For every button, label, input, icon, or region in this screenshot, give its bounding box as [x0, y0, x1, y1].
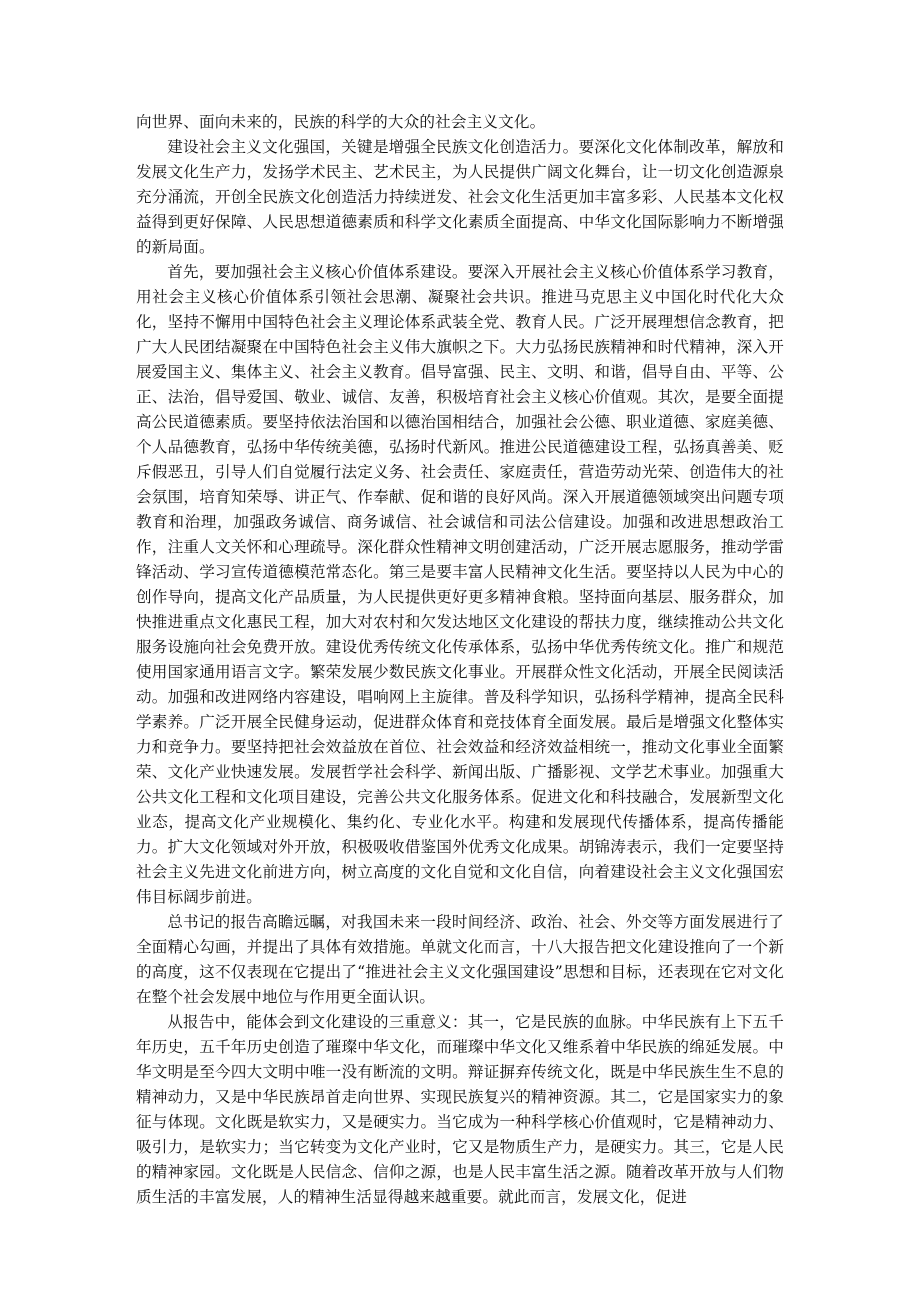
paragraph-3: 首先，要加强社会主义核心价值体系建设。要深入开展社会主义核心价值体系学习教育，用社会主义核心价值体系引领社会思潮、凝聚社会共识。推进马克思主义中国化时代化大众化，坚持不懈用中国特色社会主义理论体系武装全党、教育人民。广泛开展理想信念教育，把广大人民团结凝聚在中国特色社会主义伟大旗帜之下。大力弘扬民族精神和时代精神，深入开展爱国主义、集体主义、社会主义教育。倡导富强、民主、文明、和谐，倡导自由、平等、公正、法治，倡导爱国、敬业、诚信、友善，积极培育社会主义核心价值观。其次，是要全面提高公民道德素质。要坚持依法治国和以德治国相结合，加强社会公德、职业道德、家庭美德、个人品德教育，弘扬中华传统美德，弘扬时代新风。推进公民道德建设工程，弘扬真善美、贬斥假恶丑，引导人们自觉履行法定义务、社会责任、家庭责任，营造劳动光荣、创造伟大的社会氛围，培育知荣辱、讲正气、作奉献、促和谐的良好风尚。深入开展道德领域突出问题专项教育和治理，加强政务诚信、商务诚信、社会诚信和司法公信建设。加强和改进思想政治工作，注重人文关怀和心理疏导。深化群众性精神文明创建活动，广泛开展志愿服务，推动学雷锋活动、学习宣传道德模范常态化。第三是要丰富人民精神文化生活。要坚持以人民为中心的创作导向，提高文化产品质量，为人民提供更好更多精神食粮。坚持面向基层、服务群众，加快推进重点文化惠民工程，加大对农村和欠发达地区文化建设的帮扶力度，继续推动公共文化服务设施向社会免费开放。建设优秀传统文化传承体系，弘扬中华优秀传统文化。推广和规范使用国家通用语言文字。繁荣发展少数民族文化事业。开展群众性文化活动，开展全民阅读活动。加强和改进网络内容建设，唱响网上主旋律。普及科学知识，弘扬科学精神，提高全民科学素养。广泛开展全民健身运动，促进群众体育和竞技体育全面发展。最后是增强文化整体实力和竞争力。要坚持把社会效益放在首位、社会效益和经济效益相统一，推动文化事业全面繁荣、文化产业快速发展。发展哲学社会科学、新闻出版、广播影视、文学艺术事业。加强重大公共文化工程和文化项目建设，完善公共文化服务体系。促进文化和科技融合，发展新型文化业态，提高文化产业规模化、集约化、专业化水平。构建和发展现代传播体系，提高传播能力。扩大文化领域对外开放，积极吸收借鉴国外优秀文化成果。胡锦涛表示，我们一定要坚持社会主义先进文化前进方向，树立高度的文化自觉和文化自信，向着建设社会主义文化强国宏伟目标阔步前进。: [136, 263, 784, 906]
paragraph-1: 向世界、面向未来的，民族的科学的大众的社会主义文化。: [136, 113, 546, 131]
document-body: [136, 110, 784, 1210]
paragraph-4: 总书记的报告高瞻远瞩，对我国未来一段时间经济、政治、社会、外交等方面发展进行了全面精心勾画，并提出了具体有效措施。单就文化而言，十八大报告把文化建设推向了一个新的高度，这不仅表现在它提出了“推进社会主义文化强国建设”思想和目标，还表现在它对文化在整个社会发展中地位与作用更全面认识。: [136, 913, 784, 1006]
paragraph-2: 建设社会主义文化强国，关键是增强全民族文化创造活力。要深化文化体制改革，解放和发展文化生产力，发扬学术民主、艺术民主，为人民提供广阔文化舞台，让一切文化创造源泉充分涌流，开创全民族文化创造活力持续迸发、社会文化生活更加丰富多彩、人民基本文化权益得到更好保障、人民思想道德素质和科学文化素质全面提高、中华文化国际影响力不断增强的新局面。: [136, 138, 784, 256]
paragraph-5: 从报告中，能体会到文化建设的三重意义：其一，它是民族的血脉。中华民族有上下五千年历史，五千年历史创造了璀璨中华文化，而璀璨中华文化又维系着中华民族的绵延发展。中华文明是至今四大文明中唯一没有断流的文明。辩证摒弃传统文化，既是中华民族生生不息的精神动力，又是中华民族昂首走向世界、实现民族复兴的精神资源。其二，它是国家实力的象征与体现。文化既是软实力，又是硬实力。当它成为一种科学核心价值观时，它是精神动力、吸引力，是软实力；当它转变为文化产业时，它又是物质生产力，是硬实力。其三，它是人民的精神家园。文化既是人民信念、信仰之源，也是人民丰富生活之源。随着改革开放与人们物质生活的丰富发展，人的精神生活显得越来越重要。就此而言，发展文化，促进: [136, 1013, 784, 1206]
